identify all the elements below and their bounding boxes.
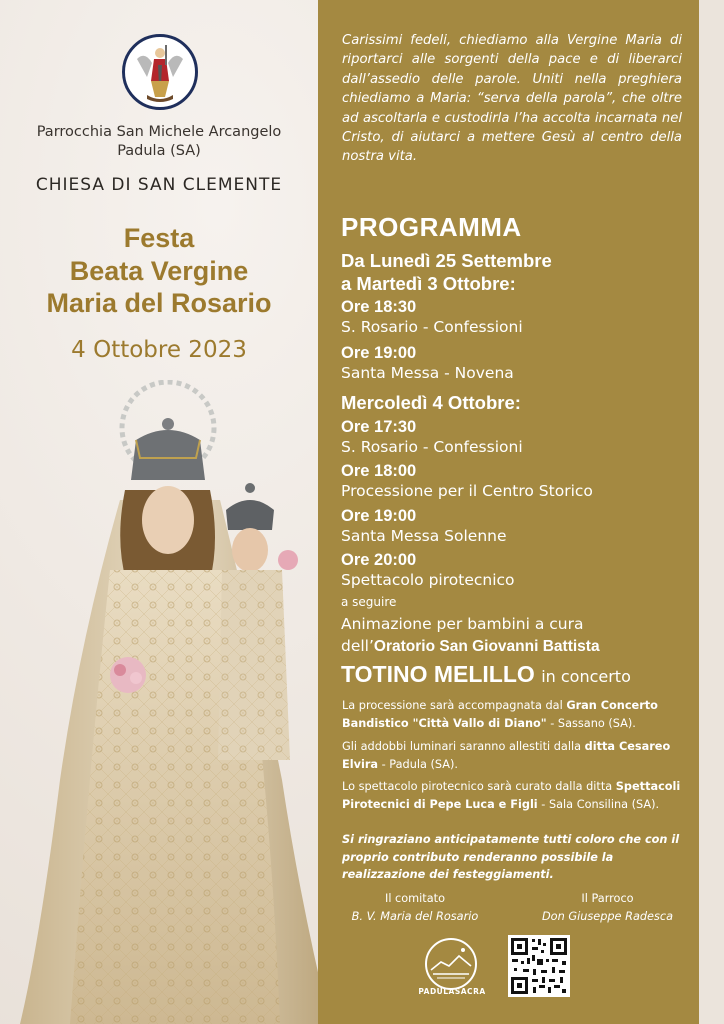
- concert-name: TOTINO MELILLO: [341, 661, 535, 687]
- note-band: [342, 697, 687, 732]
- madonna-statue-image: [0, 380, 330, 1024]
- note-bold: Gran Concerto Bandistico "Città Vallo di Diano": [342, 699, 658, 730]
- range-item-time: Ore 18:30: [341, 298, 417, 316]
- day-item-time: Ore 17:30: [341, 418, 417, 436]
- intro-text: Carissimi fedeli, chiediamo alla Vergine Maria di riportarci alle sorgenti della pace e di liberarci dall’assedio delle parole. Uniti nella preghiera chiediamo a Maria: “serva della parola”, che oltre ad ascoltarla e custodirla l’ha accolta incarnata nel Cristo, di aiutarci a mettere Gesù al centro della nostra vita.: [342, 33, 682, 165]
- thanks-text: Si ringraziano anticipatamente tutti coloro che con il proprio contributo renderanno possibile la realizzazione dei festeggiamenti.: [342, 833, 680, 881]
- parroco-role: Il Parroco: [581, 892, 634, 905]
- animation-line1: Animazione per bambini a cura: [341, 615, 584, 633]
- note-text: Lo spettacolo pirotecnico sarà curato dalla ditta: [342, 780, 616, 793]
- festa-title-line3: Maria del Rosario: [46, 288, 272, 318]
- range-item-activity: Santa Messa - Novena: [341, 364, 514, 382]
- oratorio-name: Oratorio San Giovanni Battista: [373, 638, 600, 655]
- a-seguire: a seguire: [341, 595, 397, 609]
- note-text: - Sala Consilina (SA).: [537, 797, 660, 811]
- day-item-time: Ore 19:00: [341, 507, 417, 525]
- concert-line: [341, 661, 631, 688]
- note-lights: [342, 738, 687, 773]
- range-item-activity: S. Rosario - Confessioni: [341, 318, 523, 336]
- parish-crest-icon: [122, 34, 198, 110]
- qr-code-icon[interactable]: [508, 935, 570, 997]
- day-heading: Mercoledì 4 Ottobre:: [341, 392, 521, 413]
- festa-title-line2: Beata Vergine: [69, 256, 249, 286]
- festa-title-line1: Festa: [123, 223, 195, 253]
- padulasacra-logo-icon: [423, 936, 479, 992]
- right-margin-strip: [699, 0, 724, 1024]
- parroco-name: Don Giuseppe Radesca: [541, 910, 674, 923]
- note-bold: ditta Cesareo Elvira: [342, 740, 671, 771]
- program-title: PROGRAMMA: [341, 212, 522, 242]
- parish-name: Parrocchia San Michele Arcangelo: [36, 124, 282, 140]
- note-text: - Sassano (SA).: [546, 716, 636, 730]
- church-name: CHIESA DI SAN CLEMENTE: [35, 175, 283, 195]
- day-item-activity: S. Rosario - Confessioni: [341, 438, 523, 456]
- left-column: [0, 0, 318, 1024]
- day-item-activity: Processione per il Centro Storico: [341, 482, 593, 500]
- concert-suffix: in concerto: [541, 667, 631, 686]
- animation-prefix: dell’: [341, 637, 374, 655]
- festa-date: 4 Ottobre 2023: [71, 337, 247, 363]
- committee-role: Il comitato: [384, 892, 446, 905]
- note-text: La processione sarà accompagnata dal: [342, 699, 567, 712]
- note-text: Gli addobbi luminari saranno allestiti dalla: [342, 740, 585, 753]
- parish-town: Padula (SA): [117, 143, 201, 159]
- committee-name: B. V. Maria del Rosario: [351, 910, 479, 923]
- range-heading-line1: Da Lunedì 25 Settembre: [341, 250, 552, 271]
- range-heading-line2: a Martedì 3 Ottobre:: [341, 273, 516, 294]
- day-item-time: Ore 18:00: [341, 462, 417, 480]
- day-item-activity: Santa Messa Solenne: [341, 527, 507, 545]
- note-bold: Spettacoli Pirotecnici di Pepe Luca e Figli: [342, 780, 681, 811]
- animation-line2: [341, 637, 600, 656]
- day-item-time: Ore 20:00: [341, 551, 417, 569]
- padulasacra-logo-text: PADULASACRA: [418, 987, 486, 996]
- note-fireworks: [342, 778, 687, 813]
- range-item-time: Ore 19:00: [341, 344, 417, 362]
- day-item-activity: Spettacolo pirotecnico: [341, 571, 515, 589]
- note-text: - Padula (SA).: [378, 757, 459, 771]
